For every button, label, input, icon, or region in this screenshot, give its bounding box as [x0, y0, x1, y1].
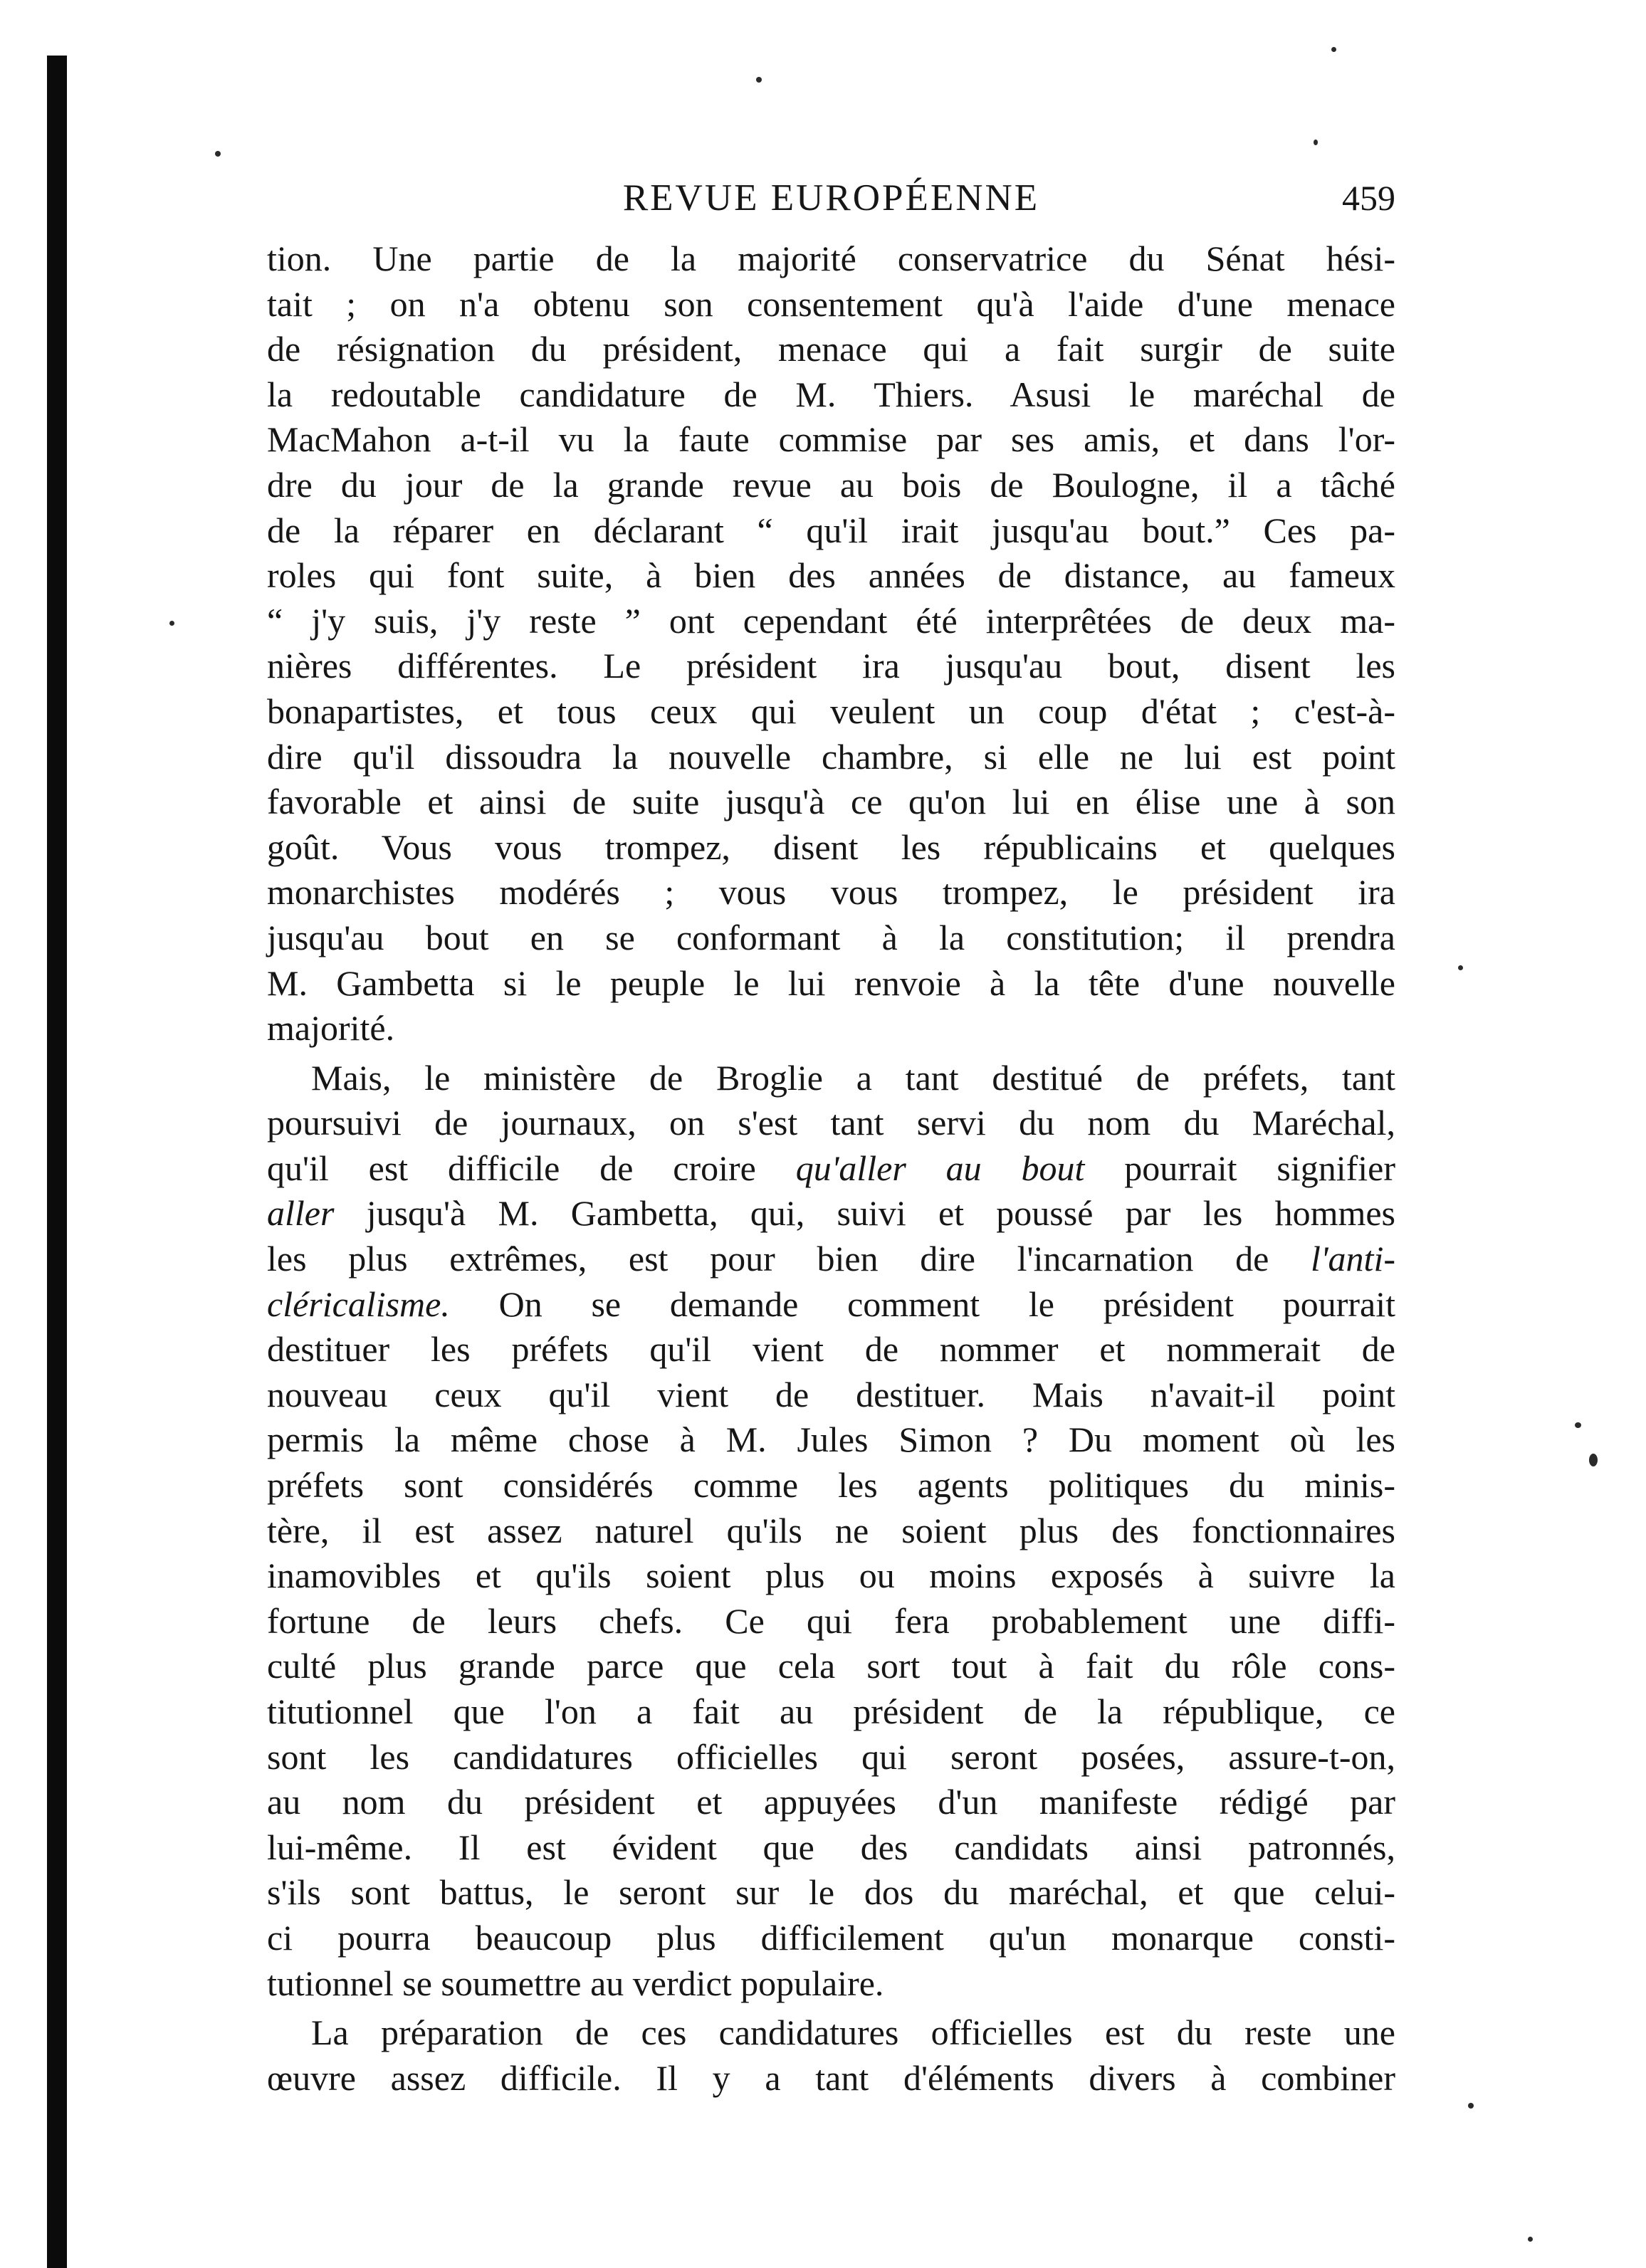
text-line: titutionnel que l'on a fait au président de la république, ce	[267, 1691, 1395, 1731]
paragraph	[267, 1056, 1395, 2006]
text-line	[267, 1282, 1395, 1328]
text-line: la redoutable candidature de M. Thiers. Asusi le maréchal de	[267, 374, 1395, 414]
text-line: tion. Une partie de la majorité conservatrice du Sénat hési-	[267, 238, 1395, 278]
text-segment: les plus extrêmes, est pour bien dire l'incarnation de	[267, 1239, 1311, 1279]
italic-segment: qu'aller au bout	[795, 1148, 1085, 1188]
text-line: s'ils sont battus, le seront sur le dos du maréchal, et que celui-	[267, 1872, 1395, 1913]
text-line: de la réparer en déclarant “ qu'il irait jusqu'au bout.” Ces pa-	[267, 510, 1395, 550]
text-line: préfets sont considérés comme les agents politiques du minis-	[267, 1465, 1395, 1506]
scan-speck	[1589, 1454, 1598, 1466]
text-line	[267, 1191, 1395, 1237]
text-line: bonapartistes, et tous ceux qui veulent un coup d'état ; c'est-à-	[267, 691, 1395, 731]
text-line	[267, 1237, 1395, 1282]
scan-speck	[1331, 47, 1336, 52]
text-line: de résignation du président, menace qui a fait surgir de suite	[267, 329, 1395, 369]
italic-segment: cléricalisme.	[267, 1283, 450, 1324]
text-line: majorité.	[267, 1008, 395, 1049]
text-line: M. Gambetta si le peuple le lui renvoie à la tête d'une nouvelle	[267, 962, 1395, 1003]
text-line: MacMahon a-t-il vu la faute commise par ses amis, et dans l'or-	[267, 419, 1395, 460]
book-page	[267, 162, 1395, 2101]
scan-speck	[1575, 1422, 1581, 1428]
text-segment: pourrait signifier	[1084, 1148, 1395, 1188]
text-line: roles qui font suite, à bien des années de distance, au fameux	[267, 555, 1395, 596]
running-head	[267, 162, 1395, 233]
text-line: tait ; on n'a obtenu son consentement qu'à l'aide d'une menace	[267, 283, 1395, 324]
text-line: “ j'y suis, j'y reste ” ont cependant été interprêtées de deux ma-	[267, 600, 1395, 641]
text-line: monarchistes modérés ; vous vous trompez, le président ira	[267, 872, 1395, 913]
text-line: favorable et ainsi de suite jusqu'à ce qu'on lui en élise une à son	[267, 782, 1395, 822]
text-segment: On se demande comment le président pourrait	[449, 1283, 1395, 1324]
text-line: tère, il est assez naturel qu'ils ne soient plus des fonctionnaires	[267, 1510, 1395, 1550]
binding-edge	[47, 56, 67, 2268]
text-line: lui-même. Il est évident que des candidats ainsi patronnés,	[267, 1827, 1395, 1867]
body-text	[267, 236, 1395, 2101]
text-line: œuvre assez difficile. Il y a tant d'éléments divers à combiner	[267, 2057, 1395, 2098]
running-title: REVUE EUROPÉENNE	[622, 177, 1040, 219]
scan-speck	[1314, 140, 1318, 145]
text-segment: jusqu'à M. Gambetta, qui, suivi et poussé par les hommes	[334, 1193, 1395, 1234]
scan-speck	[1528, 2237, 1533, 2242]
text-segment: qu'il est difficile de croire	[267, 1148, 796, 1188]
text-line: dire qu'il dissoudra la nouvelle chambre, si elle ne lui est point	[267, 736, 1395, 777]
text-line: au nom du président et appuyées d'un manifeste rédigé par	[267, 1782, 1395, 1822]
scan-speck	[1468, 2103, 1474, 2109]
text-line: tutionnel se soumettre au verdict populaire.	[267, 1963, 884, 2003]
text-line: ci pourra beaucoup plus difficilement qu'un monarque consti-	[267, 1917, 1395, 1958]
text-line: nières différentes. Le président ira jusqu'au bout, disent les	[267, 646, 1395, 686]
text-line: destituer les préfets qu'il vient de nommer et nommerait de	[267, 1329, 1395, 1370]
scan-speck	[756, 77, 762, 83]
scan-speck	[215, 151, 221, 157]
italic-segment: aller	[267, 1193, 335, 1234]
text-line: La préparation de ces candidatures officielles est du reste une	[311, 2012, 1395, 2053]
text-line: goût. Vous vous trompez, disent les républicains et quelques	[267, 826, 1395, 867]
paragraph	[267, 236, 1395, 1051]
text-line	[267, 1146, 1395, 1192]
text-line: poursuivi de journaux, on s'est tant servi du nom du Maréchal,	[267, 1103, 1395, 1143]
italic-segment: l'anti-	[1310, 1239, 1395, 1279]
text-line: permis la même chose à M. Jules Simon ? Du moment où les	[267, 1419, 1395, 1460]
text-line: culté plus grande parce que cela sort tout à fait du rôle cons-	[267, 1646, 1395, 1686]
text-line: dre du jour de la grande revue au bois de Boulogne, il a tâché	[267, 464, 1395, 505]
scan-speck	[1458, 965, 1463, 970]
page-number: 459	[1342, 178, 1395, 218]
text-line: inamovibles et qu'ils soient plus ou moins exposés à suivre la	[267, 1555, 1395, 1596]
text-line: Mais, le ministère de Broglie a tant destitué de préfets, tant	[311, 1057, 1395, 1098]
text-line: nouveau ceux qu'il vient de destituer. Mais n'avait-il point	[267, 1374, 1395, 1414]
text-line: sont les candidatures officielles qui seront posées, assure-t-on,	[267, 1736, 1395, 1777]
text-line: jusqu'au bout en se conformant à la constitution; il prendra	[267, 917, 1395, 957]
text-line: fortune de leurs chefs. Ce qui fera probablement une diffi-	[267, 1600, 1395, 1641]
scan-speck	[169, 621, 174, 626]
paragraph	[267, 2010, 1395, 2101]
